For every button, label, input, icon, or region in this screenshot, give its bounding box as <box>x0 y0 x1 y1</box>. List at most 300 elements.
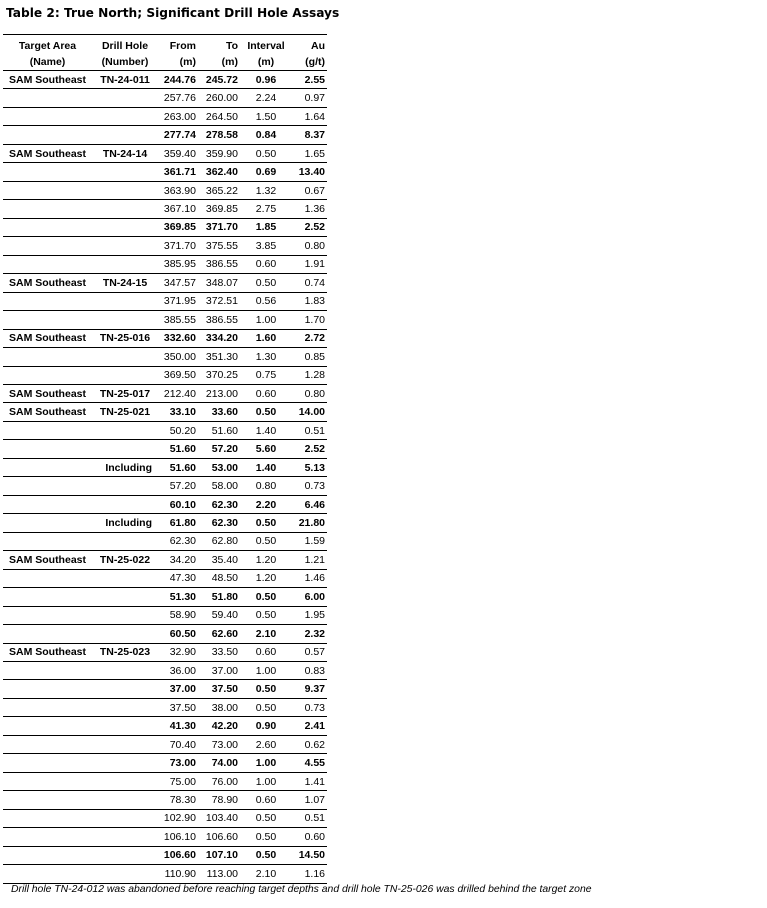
header-row <box>3 35 327 55</box>
target-area-cell <box>3 495 92 513</box>
target-area-cell <box>3 348 92 366</box>
from-cell: 385.55 <box>158 311 200 329</box>
from-cell: 50.20 <box>158 421 200 439</box>
drill-hole-cell <box>92 495 158 513</box>
table-row <box>3 532 327 550</box>
au-cell: 1.36 <box>290 200 327 218</box>
drill-hole-cell: TN-25-021 <box>92 403 158 421</box>
table-row <box>3 809 327 827</box>
from-cell: 361.71 <box>158 163 200 181</box>
from-cell: 78.30 <box>158 791 200 809</box>
drill-hole-cell <box>92 698 158 716</box>
drill-hole-cell <box>92 181 158 199</box>
interval-cell: 1.00 <box>242 662 290 680</box>
table-body <box>3 71 327 884</box>
table-row <box>3 163 327 181</box>
target-area-cell <box>3 440 92 458</box>
from-cell: 36.00 <box>158 662 200 680</box>
interval-cell: 1.40 <box>242 421 290 439</box>
header-au-unit: (g/t) <box>290 54 327 71</box>
au-cell: 2.55 <box>290 71 327 89</box>
table-row <box>3 181 327 199</box>
drill-hole-cell <box>92 218 158 236</box>
drill-hole-cell <box>92 569 158 587</box>
target-area-cell <box>3 606 92 624</box>
table-row <box>3 329 327 347</box>
to-cell: 386.55 <box>200 311 242 329</box>
table-row <box>3 625 327 643</box>
table-row <box>3 643 327 661</box>
to-cell: 260.00 <box>200 89 242 107</box>
from-cell: 332.60 <box>158 329 200 347</box>
drill-hole-cell: TN-25-023 <box>92 643 158 661</box>
table-row <box>3 200 327 218</box>
to-cell: 51.60 <box>200 421 242 439</box>
interval-cell: 0.90 <box>242 717 290 735</box>
table-row <box>3 698 327 716</box>
drill-hole-cell <box>92 89 158 107</box>
target-area-cell <box>3 107 92 125</box>
target-area-cell <box>3 366 92 384</box>
interval-cell: 0.50 <box>242 698 290 716</box>
from-cell: 51.60 <box>158 440 200 458</box>
from-cell: 34.20 <box>158 551 200 569</box>
drill-hole-cell: Including <box>92 458 158 476</box>
to-cell: 33.50 <box>200 643 242 661</box>
au-cell: 2.32 <box>290 625 327 643</box>
au-cell: 14.50 <box>290 846 327 864</box>
au-cell: 21.80 <box>290 514 327 532</box>
au-cell: 1.65 <box>290 144 327 162</box>
au-cell: 1.59 <box>290 532 327 550</box>
drill-hole-cell <box>92 828 158 846</box>
drill-hole-cell <box>92 421 158 439</box>
target-area-cell <box>3 477 92 495</box>
target-area-cell <box>3 717 92 735</box>
au-cell: 1.28 <box>290 366 327 384</box>
target-area-cell: SAM Southeast <box>3 71 92 89</box>
from-cell: 277.74 <box>158 126 200 144</box>
header-target-area: Target Area <box>3 35 92 55</box>
from-cell: 57.20 <box>158 477 200 495</box>
target-area-cell <box>3 163 92 181</box>
target-area-cell <box>3 514 92 532</box>
drill-hole-cell <box>92 366 158 384</box>
table-row <box>3 403 327 421</box>
from-cell: 244.76 <box>158 71 200 89</box>
target-area-cell <box>3 735 92 753</box>
table-row <box>3 754 327 772</box>
to-cell: 48.50 <box>200 569 242 587</box>
drill-hole-cell <box>92 846 158 864</box>
table-row <box>3 865 327 883</box>
target-area-cell <box>3 754 92 772</box>
target-area-cell: SAM Southeast <box>3 551 92 569</box>
drill-hole-cell <box>92 126 158 144</box>
from-cell: 212.40 <box>158 384 200 402</box>
interval-cell: 1.32 <box>242 181 290 199</box>
from-cell: 62.30 <box>158 532 200 550</box>
target-area-cell <box>3 680 92 698</box>
table-row <box>3 255 327 273</box>
to-cell: 74.00 <box>200 754 242 772</box>
table-row <box>3 514 327 532</box>
from-cell: 350.00 <box>158 348 200 366</box>
interval-cell: 0.50 <box>242 514 290 532</box>
target-area-cell <box>3 625 92 643</box>
drill-hole-cell <box>92 440 158 458</box>
interval-cell: 0.60 <box>242 255 290 273</box>
interval-cell: 0.50 <box>242 274 290 292</box>
au-cell: 14.00 <box>290 403 327 421</box>
au-cell: 0.85 <box>290 348 327 366</box>
target-area-cell <box>3 218 92 236</box>
drill-hole-cell: TN-25-016 <box>92 329 158 347</box>
drill-hole-cell: Including <box>92 514 158 532</box>
from-cell: 51.30 <box>158 588 200 606</box>
to-cell: 370.25 <box>200 366 242 384</box>
from-cell: 106.10 <box>158 828 200 846</box>
to-cell: 334.20 <box>200 329 242 347</box>
target-area-cell <box>3 126 92 144</box>
au-cell: 1.70 <box>290 311 327 329</box>
drill-hole-cell <box>92 107 158 125</box>
to-cell: 78.90 <box>200 791 242 809</box>
interval-cell: 0.56 <box>242 292 290 310</box>
drill-hole-cell <box>92 588 158 606</box>
target-area-cell <box>3 311 92 329</box>
target-area-cell: SAM Southeast <box>3 403 92 421</box>
interval-cell: 0.60 <box>242 384 290 402</box>
table-row <box>3 89 327 107</box>
to-cell: 62.30 <box>200 495 242 513</box>
au-cell: 1.21 <box>290 551 327 569</box>
from-cell: 33.10 <box>158 403 200 421</box>
target-area-cell: SAM Southeast <box>3 144 92 162</box>
to-cell: 348.07 <box>200 274 242 292</box>
interval-cell: 0.50 <box>242 680 290 698</box>
from-cell: 61.80 <box>158 514 200 532</box>
au-cell: 1.46 <box>290 569 327 587</box>
au-cell: 2.52 <box>290 440 327 458</box>
au-cell: 2.52 <box>290 218 327 236</box>
from-cell: 110.90 <box>158 865 200 883</box>
table-row <box>3 828 327 846</box>
to-cell: 264.50 <box>200 107 242 125</box>
to-cell: 365.22 <box>200 181 242 199</box>
drill-hole-cell <box>92 625 158 643</box>
from-cell: 371.95 <box>158 292 200 310</box>
drill-hole-cell <box>92 311 158 329</box>
drill-hole-cell <box>92 200 158 218</box>
interval-cell: 2.60 <box>242 735 290 753</box>
to-cell: 42.20 <box>200 717 242 735</box>
to-cell: 62.60 <box>200 625 242 643</box>
table-title: Table 2: True North; Significant Drill Hole Assays <box>6 6 340 20</box>
interval-cell: 0.75 <box>242 366 290 384</box>
to-cell: 107.10 <box>200 846 242 864</box>
to-cell: 359.90 <box>200 144 242 162</box>
interval-cell: 2.20 <box>242 495 290 513</box>
drill-hole-cell <box>92 809 158 827</box>
drill-hole-cell <box>92 163 158 181</box>
drill-hole-cell <box>92 237 158 255</box>
interval-cell: 5.60 <box>242 440 290 458</box>
interval-cell: 0.50 <box>242 606 290 624</box>
to-cell: 59.40 <box>200 606 242 624</box>
interval-cell: 2.24 <box>242 89 290 107</box>
au-cell: 0.97 <box>290 89 327 107</box>
to-cell: 245.72 <box>200 71 242 89</box>
header-units-row <box>3 54 327 71</box>
from-cell: 385.95 <box>158 255 200 273</box>
table-row <box>3 440 327 458</box>
to-cell: 103.40 <box>200 809 242 827</box>
drill-hole-cell <box>92 717 158 735</box>
table-row <box>3 218 327 236</box>
to-cell: 369.85 <box>200 200 242 218</box>
to-cell: 62.80 <box>200 532 242 550</box>
interval-cell: 2.10 <box>242 865 290 883</box>
to-cell: 38.00 <box>200 698 242 716</box>
interval-cell: 0.60 <box>242 791 290 809</box>
header-to: To <box>200 35 242 55</box>
drill-hole-cell <box>92 662 158 680</box>
target-area-cell <box>3 846 92 864</box>
interval-cell: 1.50 <box>242 107 290 125</box>
drill-hole-cell <box>92 532 158 550</box>
to-cell: 37.50 <box>200 680 242 698</box>
table-row <box>3 384 327 402</box>
au-cell: 0.73 <box>290 698 327 716</box>
to-cell: 37.00 <box>200 662 242 680</box>
drill-hole-cell: TN-24-14 <box>92 144 158 162</box>
header-drill-hole: Drill Hole <box>92 35 158 55</box>
target-area-cell <box>3 181 92 199</box>
header-interval: Interval <box>242 35 290 55</box>
header-target-area-unit: (Name) <box>3 54 92 71</box>
to-cell: 362.40 <box>200 163 242 181</box>
au-cell: 1.83 <box>290 292 327 310</box>
target-area-cell <box>3 809 92 827</box>
au-cell: 9.37 <box>290 680 327 698</box>
interval-cell: 0.50 <box>242 809 290 827</box>
interval-cell: 1.40 <box>242 458 290 476</box>
table-row <box>3 366 327 384</box>
au-cell: 1.07 <box>290 791 327 809</box>
interval-cell: 1.60 <box>242 329 290 347</box>
table-row <box>3 421 327 439</box>
au-cell: 1.91 <box>290 255 327 273</box>
to-cell: 386.55 <box>200 255 242 273</box>
interval-cell: 0.50 <box>242 144 290 162</box>
target-area-cell <box>3 200 92 218</box>
au-cell: 0.62 <box>290 735 327 753</box>
au-cell: 0.80 <box>290 237 327 255</box>
interval-cell: 0.50 <box>242 403 290 421</box>
from-cell: 51.60 <box>158 458 200 476</box>
table-row <box>3 144 327 162</box>
table-row <box>3 292 327 310</box>
au-cell: 1.95 <box>290 606 327 624</box>
to-cell: 113.00 <box>200 865 242 883</box>
target-area-cell <box>3 588 92 606</box>
to-cell: 76.00 <box>200 772 242 790</box>
target-area-cell: SAM Southeast <box>3 643 92 661</box>
to-cell: 106.60 <box>200 828 242 846</box>
au-cell: 2.72 <box>290 329 327 347</box>
from-cell: 102.90 <box>158 809 200 827</box>
au-cell: 2.41 <box>290 717 327 735</box>
au-cell: 1.16 <box>290 865 327 883</box>
table-row <box>3 846 327 864</box>
target-area-cell <box>3 237 92 255</box>
au-cell: 0.73 <box>290 477 327 495</box>
from-cell: 263.00 <box>158 107 200 125</box>
to-cell: 53.00 <box>200 458 242 476</box>
drill-hole-cell: TN-25-017 <box>92 384 158 402</box>
target-area-cell <box>3 662 92 680</box>
au-cell: 0.57 <box>290 643 327 661</box>
target-area-cell <box>3 828 92 846</box>
from-cell: 347.57 <box>158 274 200 292</box>
table-row <box>3 274 327 292</box>
table-row <box>3 569 327 587</box>
to-cell: 372.51 <box>200 292 242 310</box>
to-cell: 57.20 <box>200 440 242 458</box>
interval-cell: 0.50 <box>242 588 290 606</box>
header-from-unit: (m) <box>158 54 200 71</box>
target-area-cell <box>3 569 92 587</box>
from-cell: 60.50 <box>158 625 200 643</box>
from-cell: 41.30 <box>158 717 200 735</box>
drill-hole-cell <box>92 255 158 273</box>
interval-cell: 0.80 <box>242 477 290 495</box>
table-row <box>3 588 327 606</box>
target-area-cell <box>3 532 92 550</box>
header-to-unit: (m) <box>200 54 242 71</box>
target-area-cell: SAM Southeast <box>3 329 92 347</box>
to-cell: 375.55 <box>200 237 242 255</box>
header-interval-unit: (m) <box>242 54 290 71</box>
from-cell: 369.85 <box>158 218 200 236</box>
table-row <box>3 772 327 790</box>
interval-cell: 1.00 <box>242 311 290 329</box>
target-area-cell <box>3 89 92 107</box>
to-cell: 62.30 <box>200 514 242 532</box>
table-row <box>3 606 327 624</box>
drill-hole-cell <box>92 735 158 753</box>
table-row <box>3 107 327 125</box>
footnote: Drill hole TN-24-012 was abandoned before reaching target depths and drill hole TN-25-026 was drilled behind the target zone <box>11 884 592 895</box>
interval-cell: 2.75 <box>242 200 290 218</box>
table-row <box>3 126 327 144</box>
interval-cell: 1.00 <box>242 754 290 772</box>
from-cell: 60.10 <box>158 495 200 513</box>
drill-hole-cell: TN-24-011 <box>92 71 158 89</box>
interval-cell: 0.60 <box>242 643 290 661</box>
drill-hole-cell <box>92 772 158 790</box>
au-cell: 0.51 <box>290 809 327 827</box>
drill-hole-cell <box>92 606 158 624</box>
to-cell: 51.80 <box>200 588 242 606</box>
table-row <box>3 237 327 255</box>
target-area-cell <box>3 698 92 716</box>
au-cell: 5.13 <box>290 458 327 476</box>
to-cell: 213.00 <box>200 384 242 402</box>
table-row <box>3 311 327 329</box>
au-cell: 4.55 <box>290 754 327 772</box>
drill-hole-cell: TN-25-022 <box>92 551 158 569</box>
from-cell: 106.60 <box>158 846 200 864</box>
table-row <box>3 71 327 89</box>
from-cell: 70.40 <box>158 735 200 753</box>
drill-hole-cell <box>92 477 158 495</box>
drill-hole-cell <box>92 348 158 366</box>
from-cell: 363.90 <box>158 181 200 199</box>
to-cell: 351.30 <box>200 348 242 366</box>
to-cell: 278.58 <box>200 126 242 144</box>
drill-hole-cell: TN-24-15 <box>92 274 158 292</box>
au-cell: 0.80 <box>290 384 327 402</box>
au-cell: 8.37 <box>290 126 327 144</box>
au-cell: 1.41 <box>290 772 327 790</box>
interval-cell: 0.96 <box>242 71 290 89</box>
to-cell: 73.00 <box>200 735 242 753</box>
interval-cell: 1.30 <box>242 348 290 366</box>
au-cell: 0.51 <box>290 421 327 439</box>
from-cell: 367.10 <box>158 200 200 218</box>
target-area-cell <box>3 865 92 883</box>
au-cell: 6.46 <box>290 495 327 513</box>
assay-table <box>3 34 327 884</box>
from-cell: 369.50 <box>158 366 200 384</box>
au-cell: 0.60 <box>290 828 327 846</box>
interval-cell: 3.85 <box>242 237 290 255</box>
interval-cell: 2.10 <box>242 625 290 643</box>
interval-cell: 1.85 <box>242 218 290 236</box>
table-row <box>3 477 327 495</box>
table-row <box>3 551 327 569</box>
interval-cell: 0.50 <box>242 828 290 846</box>
target-area-cell <box>3 791 92 809</box>
interval-cell: 1.20 <box>242 551 290 569</box>
target-area-cell: SAM Southeast <box>3 384 92 402</box>
table-row <box>3 717 327 735</box>
drill-hole-cell <box>92 754 158 772</box>
interval-cell: 0.69 <box>242 163 290 181</box>
target-area-cell <box>3 458 92 476</box>
to-cell: 33.60 <box>200 403 242 421</box>
interval-cell: 1.20 <box>242 569 290 587</box>
from-cell: 32.90 <box>158 643 200 661</box>
to-cell: 58.00 <box>200 477 242 495</box>
header-drill-hole-unit: (Number) <box>92 54 158 71</box>
from-cell: 75.00 <box>158 772 200 790</box>
from-cell: 37.50 <box>158 698 200 716</box>
from-cell: 58.90 <box>158 606 200 624</box>
to-cell: 35.40 <box>200 551 242 569</box>
au-cell: 0.74 <box>290 274 327 292</box>
table-row <box>3 458 327 476</box>
target-area-cell <box>3 772 92 790</box>
from-cell: 371.70 <box>158 237 200 255</box>
to-cell: 371.70 <box>200 218 242 236</box>
header-au: Au <box>290 35 327 55</box>
from-cell: 359.40 <box>158 144 200 162</box>
au-cell: 0.83 <box>290 662 327 680</box>
target-area-cell <box>3 421 92 439</box>
